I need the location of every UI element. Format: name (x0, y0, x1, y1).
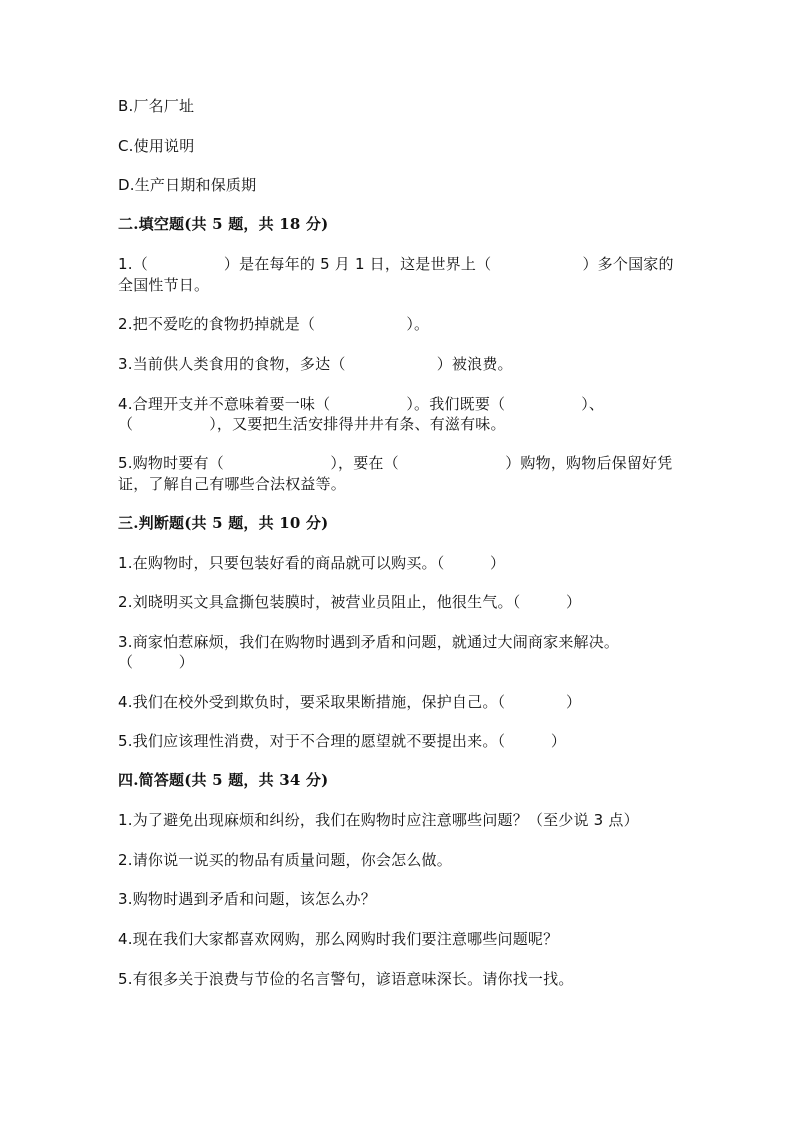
fill-question-4-line-2: （ ），又要把生活安排得井井有条、有滋有味。 (118, 415, 506, 433)
fill-question-5-line-2: 证，了解自己有哪些合法权益等。 (118, 475, 347, 493)
short-question-5: 5.有很多关于浪费与节俭的名言警句，谚语意味深长。请你找一找。 (118, 970, 574, 988)
judge-question-5: 5.我们应该理性消费，对于不合理的愿望就不要提出来。（ ） (118, 732, 567, 750)
fill-question-2: 2.把不爱吃的食物扔掉就是（ ）。 (118, 315, 430, 333)
section-heading-fill-blank: 二.填空题(共 5 题，共 18 分) (118, 215, 329, 233)
short-question-3: 3.购物时遇到矛盾和问题，该怎么办？ (118, 890, 376, 908)
judge-question-2: 2.刘晓明买文具盒撕包装膜时，被营业员阻止，他很生气。（ ） (118, 593, 582, 611)
fill-question-1-line-1: 1.（ ）是在每年的 5 月 1 日，这是世界上（ ）多个国家的 (118, 255, 674, 273)
fill-question-1-line-2: 全国性节日。 (118, 276, 210, 294)
option-b: B.厂名厂址 (118, 97, 195, 115)
judge-question-4: 4.我们在校外受到欺负时，要采取果断措施，保护自己。（ ） (118, 693, 582, 711)
judge-question-1: 1.在购物时，只要包装好看的商品就可以购买。（ ） (118, 554, 506, 572)
judge-question-3-line-1: 3.商家怕惹麻烦，我们在购物时遇到矛盾和问题，就通过大闹商家来解决。 (118, 633, 620, 651)
fill-question-4-line-1: 4.合理开支并不意味着要一味（ ）。我们既要（ ）、 (118, 395, 605, 413)
short-question-4: 4.现在我们大家都喜欢网购，那么网购时我们要注意哪些问题呢？ (118, 930, 559, 948)
short-question-1: 1.为了避免出现麻烦和纠纷，我们在购物时应注意哪些问题？（至少说 3 点） (118, 811, 639, 829)
section-heading-true-false: 三.判断题(共 5 题，共 10 分) (118, 514, 329, 532)
fill-question-5-line-1: 5.购物时要有（ ），要在（ ）购物，购物后保留好凭 (118, 454, 673, 472)
option-d: D.生产日期和保质期 (118, 176, 257, 194)
fill-question-3: 3.当前供人类食用的食物，多达（ ）被浪费。 (118, 355, 513, 373)
section-heading-short-answer: 四.简答题(共 5 题，共 34 分) (118, 771, 329, 789)
judge-question-3-line-2: （ ） (118, 653, 195, 671)
option-c: C.使用说明 (118, 137, 195, 155)
short-question-2: 2.请你说一说买的物品有质量问题，你会怎么做。 (118, 851, 452, 869)
